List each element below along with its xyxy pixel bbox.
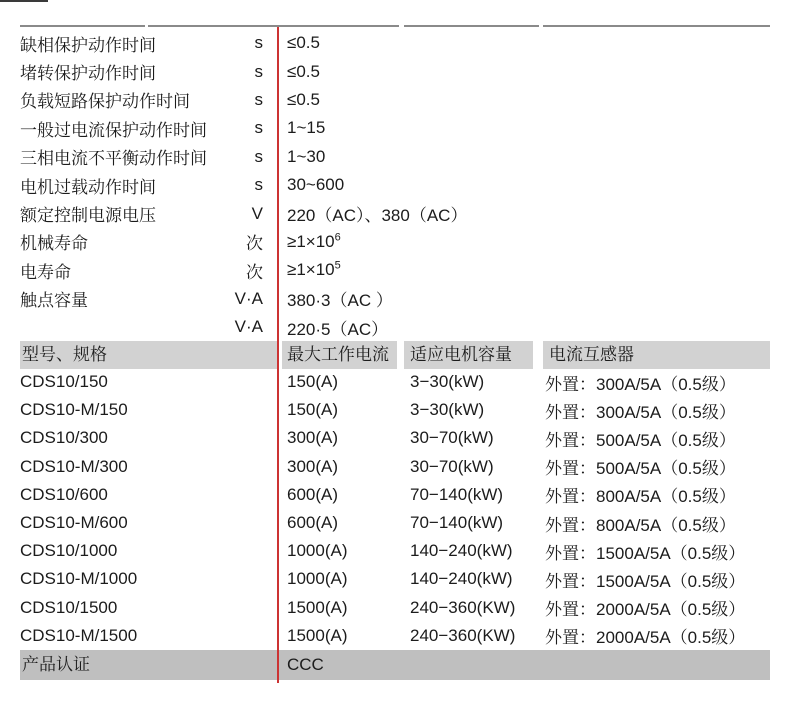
cell-current: 150(A) [287,372,339,392]
top-edge-mark [0,0,48,2]
cell-capacity: 70−140(kW) [410,484,504,504]
certification-row [20,650,770,680]
table-row [0,565,787,593]
cell-capacity: 3−30(kW) [410,400,485,420]
cell-ct: 外置：1500A/5A（0.5级） [545,571,746,591]
spec-row [0,114,787,142]
spec-value: ≤0.5 [287,61,320,81]
spec-row [0,256,787,284]
spec-value: $\ge 1\times 10^6$ [287,231,341,251]
cell-model: CDS10/600 [20,484,108,504]
spec-label: 一般过电流保护动作时间 [20,120,207,140]
spec-row [0,313,787,341]
cell-current: 300(A) [287,456,339,476]
cell-capacity: 70−140(kW) [410,513,504,533]
cell-model: CDS10-M/1000 [20,569,138,589]
table-row [0,481,787,509]
spec-row [0,228,787,256]
spec-label: 机械寿命 [20,234,88,254]
spec-unit: s [254,175,263,195]
cell-model: CDS10-M/300 [20,456,128,476]
spec-value: 220·5（AC） [287,319,389,339]
header-model: 型号、规格 [20,341,278,369]
cell-model: CDS10-M/150 [20,400,128,420]
cell-current: 150(A) [287,400,339,420]
cell-capacity: 3−30(kW) [410,372,485,392]
cell-ct: 外置：2000A/5A（0.5级） [545,600,746,620]
certification-value: CCC [287,655,324,674]
table-row [0,368,787,396]
cell-ct: 外置：500A/5A（0.5级） [545,459,736,479]
cell-current: 600(A) [287,484,339,504]
spec-row [0,57,787,85]
spec-unit: V·A [234,288,263,308]
cell-capacity: 140−240(kW) [410,569,513,589]
spec-row [0,29,787,57]
spec-row [0,171,787,199]
cell-ct: 外置：800A/5A（0.5级） [545,487,736,507]
cell-model: CDS10-M/600 [20,513,128,533]
top-rule-segment [404,25,539,27]
spec-unit: 次 [246,234,263,254]
spec-value: 30~600 [287,175,345,195]
cell-capacity: 240−360(KW) [410,597,516,617]
spec-unit: 次 [246,262,263,282]
cell-current: 1500(A) [287,625,348,645]
spec-label: 触点容量 [20,291,88,311]
model-table-header [0,341,787,369]
cell-current: 1000(A) [287,569,348,589]
cell-current: 1000(A) [287,541,348,561]
spec-row [0,285,787,313]
cell-model: CDS10/1500 [20,597,118,617]
spec-unit: s [254,146,263,166]
spec-value: 380·3（AC ） [287,291,393,311]
cell-ct: 外置：300A/5A（0.5级） [545,374,736,394]
spec-unit: s [254,118,263,138]
top-rule-segment [20,25,145,27]
cell-current: 1500(A) [287,597,348,617]
header-current: 最大工作电流 [282,341,397,369]
spec-label: 三相电流不平衡动作时间 [20,149,207,169]
spec-label: 电机过载动作时间 [20,177,156,197]
table-row [0,453,787,481]
cell-capacity: 30−70(kW) [410,428,494,448]
spec-value: ≤0.5 [287,89,320,109]
cell-model: CDS10-M/1500 [20,625,138,645]
cell-ct: 外置：500A/5A（0.5级） [545,430,736,450]
spec-row [0,199,787,227]
table-row [0,537,787,565]
spec-value: 1~15 [287,118,326,138]
cell-ct: 外置：1500A/5A（0.5级） [545,543,746,563]
spec-row [0,86,787,114]
table-row [0,424,787,452]
table-row [0,396,787,424]
spec-value: 1~30 [287,146,326,166]
cell-capacity: 240−360(KW) [410,625,516,645]
spec-value: ≤0.5 [287,33,320,53]
red-divider-line [277,27,279,683]
model-table-body [0,368,787,650]
spec-label: 缺相保护动作时间 [20,35,156,55]
cell-current: 300(A) [287,428,339,448]
cell-capacity: 140−240(kW) [410,541,513,561]
cell-model: CDS10/300 [20,428,108,448]
cell-capacity: 30−70(kW) [410,456,494,476]
top-rule-segment [543,25,770,27]
header-ct: 电流互感器 [543,341,770,369]
spec-unit: s [254,89,263,109]
table-row [0,509,787,537]
spec-unit: s [254,33,263,53]
spec-unit: V·A [234,317,263,337]
cell-current: 600(A) [287,513,339,533]
spec-label: 额定控制电源电压 [20,206,156,226]
header-capacity: 适应电机容量 [404,341,533,369]
spec-value: 220（AC）、380（AC） [287,206,468,226]
spec-row [0,143,787,171]
cell-model: CDS10/150 [20,372,108,392]
spec-label: 堵转保护动作时间 [20,64,156,84]
spec-parameter-table [0,29,787,341]
table-row [0,622,787,650]
certification-label: 产品认证 [22,655,90,674]
cell-ct: 外置：2000A/5A（0.5级） [545,628,746,648]
spec-label: 电寿命 [20,262,71,282]
spec-label: 负载短路保护动作时间 [20,92,190,112]
cell-ct: 外置：300A/5A（0.5级） [545,402,736,422]
cell-model: CDS10/1000 [20,541,118,561]
table-row [0,594,787,622]
spec-unit: V [251,203,263,223]
cell-ct: 外置：800A/5A（0.5级） [545,515,736,535]
spec-value: $\ge 1\times 10^5$ [287,259,341,280]
top-rule-segment [148,25,399,27]
spec-unit: s [254,61,263,81]
